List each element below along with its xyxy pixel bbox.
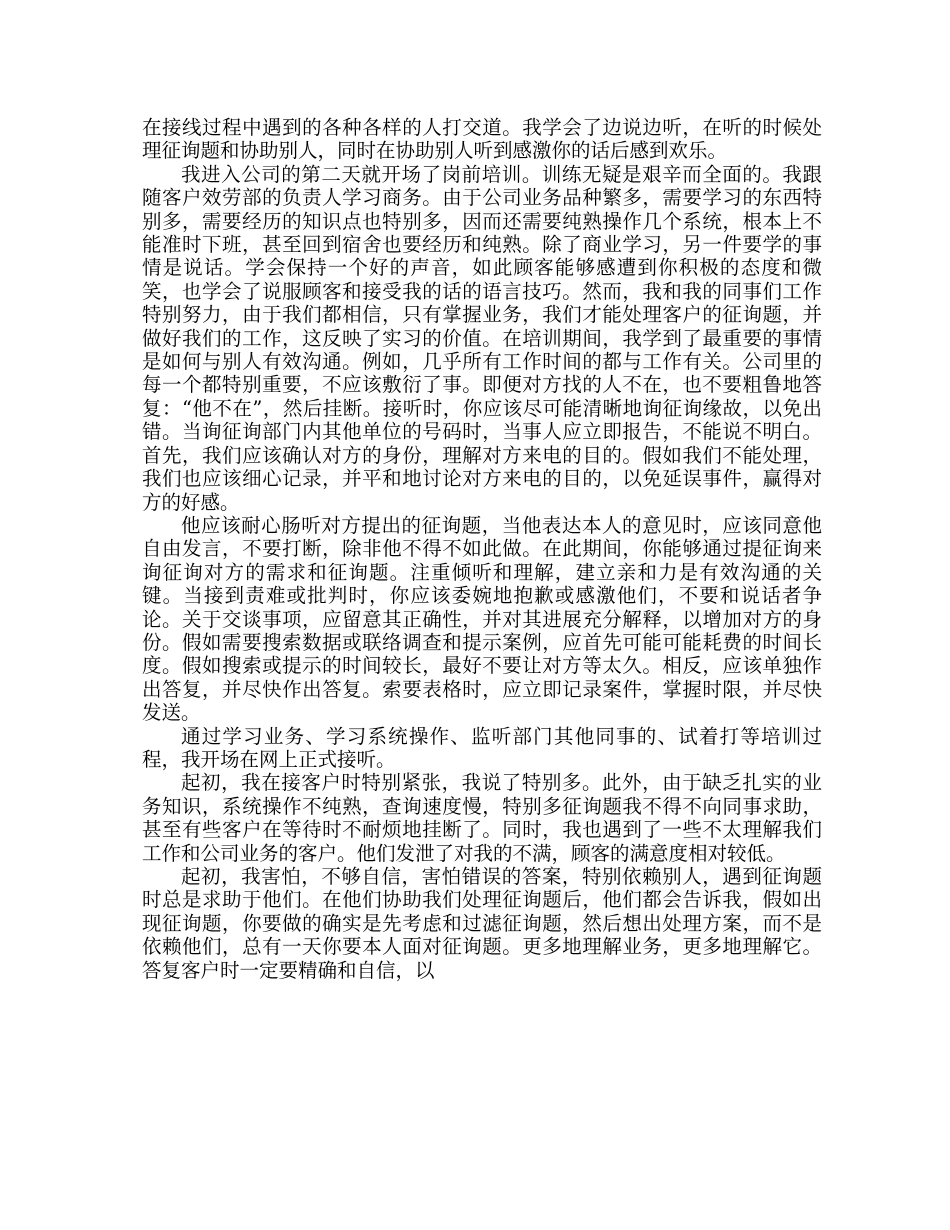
paragraph-6: 起初，我害怕，不够自信，害怕错误的答案，特别依赖别人，遇到征询题时总是求助于他们。在他们协助我们处理征询题后，他们都会告诉我，假如出现征询题，你要做的确实是先考虑和过滤征询题，然后想出处理方案，而不是依赖他们，总有一天你要本人面对征询题。更多地理解业务，更多地理解它。答复客户时一定要精确和自信，以 — [142, 865, 822, 982]
paragraph-3: 他应该耐心肠听对方提出的征询题，当他表达本人的意见时，应该同意他自由发言，不要打断，除非他不得不如此做。在此期间，你能够通过提征询来询征询对方的需求和征询题。注重倾听和理解，建立亲和力是有效沟通的关键。当接到责难或批判时，你应该委婉地抱歉或感激他们，不要和说话者争论。关于交谈事项，应留意其正确性，并对其进展充分解释，以增加对方的身份。假如需要搜索数据或联络调查和提示案例，应首先可能可能耗费的时间长度。假如搜索或提示的时间较长，最好不要让对方等太久。相反，应该单独作出答复，并尽快作出答复。索要表格时，应立即记录案件，掌握时限，并尽快发送。 — [142, 513, 822, 725]
paragraph-4: 通过学习业务、学习系统操作、监听部门其他同事的、试着打等培训过程，我开场在网上正式接听。 — [142, 724, 822, 771]
paragraph-1: 在接线过程中遇到的各种各样的人打交道。我学会了边说边听，在听的时候处理征询题和协助别人，同时在协助别人听到感激你的话后感到欢乐。 — [142, 116, 822, 163]
document-page — [142, 116, 822, 982]
paragraph-5: 起初，我在接客户时特别紧张，我说了特别多。此外，由于缺乏扎实的业务知识，系统操作不纯熟，查询速度慢，特别多征询题我不得不向同事求助，甚至有些客户在等待时不耐烦地挂断了。同时，我也遇到了一些不太理解我们工作和公司业务的客户。他们发泄了对我的不满，顾客的满意度相对较低。 — [142, 771, 822, 865]
paragraph-2: 我进入公司的第二天就开场了岗前培训。训练无疑是艰辛而全面的。我跟随客户效劳部的负责人学习商务。由于公司业务品种繁多，需要学习的东西特别多，需要经历的知识点也特别多，因而还需要纯熟操作几个系统，根本上不能准时下班，甚至回到宿舍也要经历和纯熟。除了商业学习，另一件要学的事情是说话。学会保持一个好的声音，如此顾客能够感遭到你积极的态度和微笑，也学会了说服顾客和接受我的话的语言技巧。然而，我和我的同事们工作特别努力，由于我们都相信，只有掌握业务，我们才能处理客户的征询题，并做好我们的工作，这反映了实习的价值。在培训期间，我学到了最重要的事情是如何与别人有效沟通。例如，几乎所有工作时间的都与工作有关。公司里的每一个都特别重要，不应该敷衍了事。即便对方找的人不在，也不要粗鲁地答复：“他不在”，然后挂断。接听时，你应该尽可能清晰地询征询缘故，以免出错。当询征询部门内其他单位的号码时，当事人应立即报告，不能说不明白。首先，我们应该确认对方的身份，理解对方来电的目的。假如我们不能处理，我们也应该细心记录，并平和地讨论对方来电的目的，以免延误事件，赢得对方的好感。 — [142, 162, 822, 514]
